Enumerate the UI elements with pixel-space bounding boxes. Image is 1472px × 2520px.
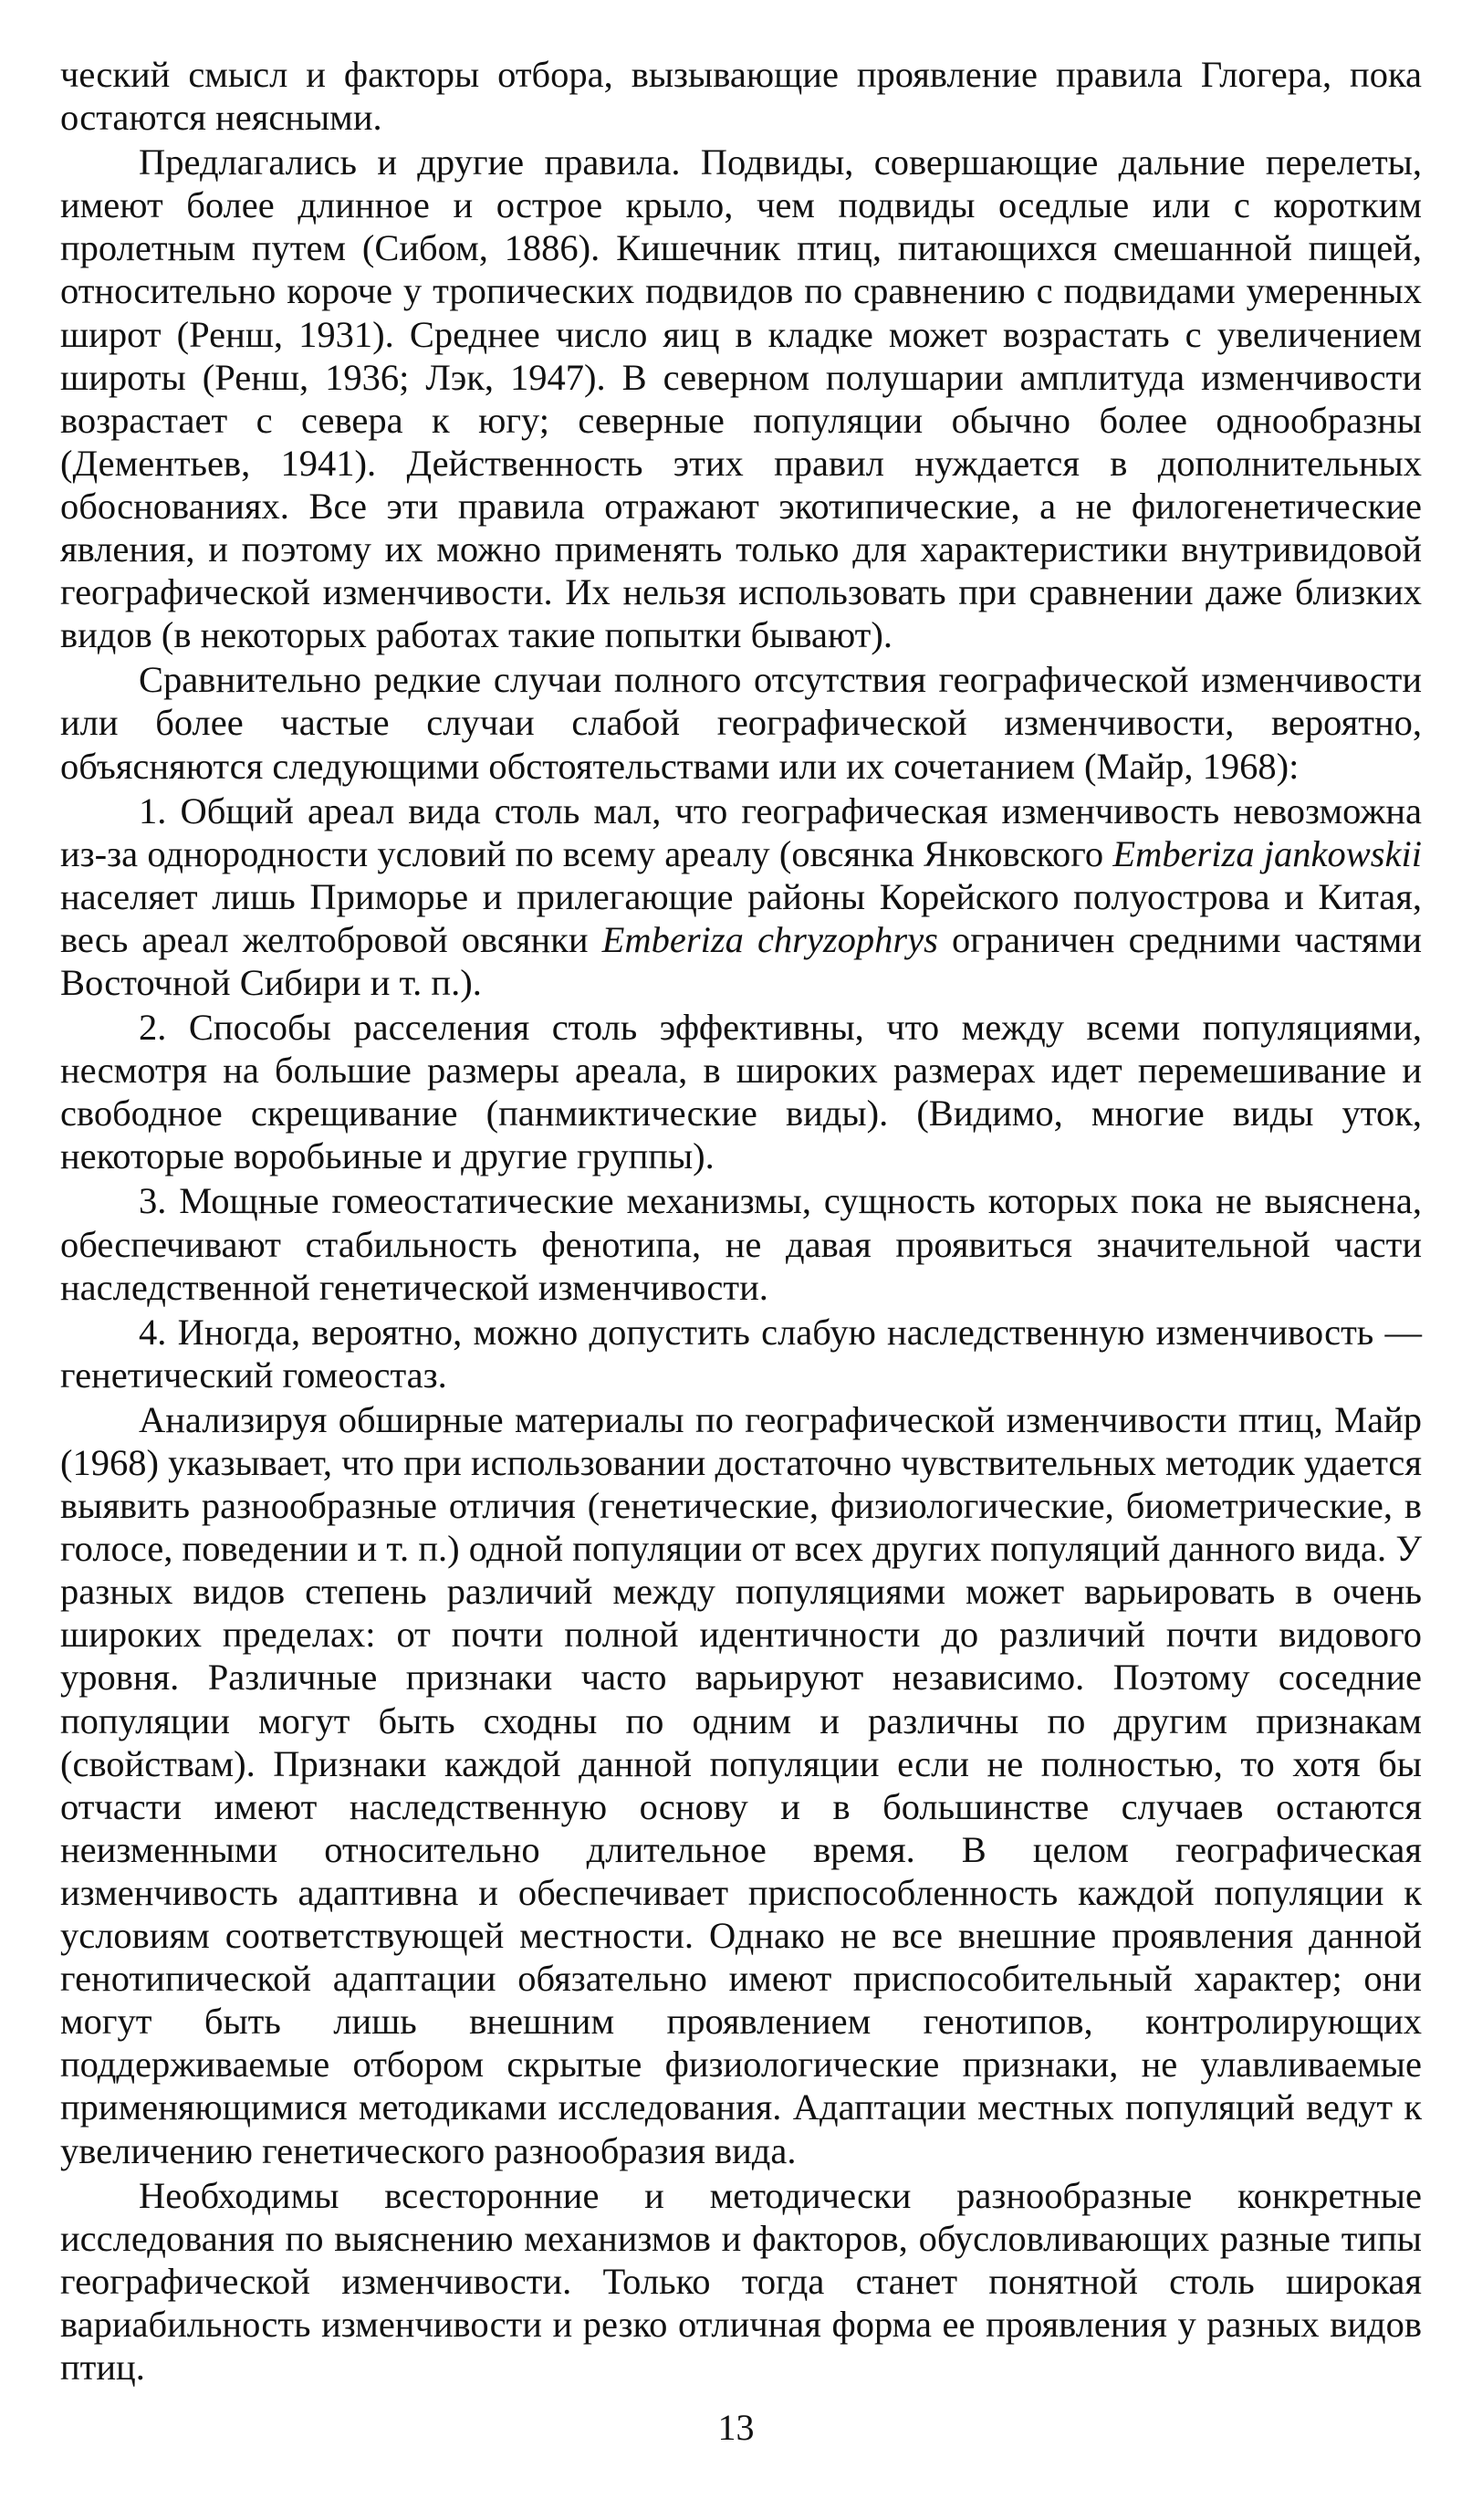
body-text xyxy=(60,53,1422,2389)
list-item-1-text-a: 1. Общий ареал вида столь мал, что географическая изменчивость невозможна из-за однородности условий по всему ареалу (овсянка Янковского xyxy=(60,789,1422,874)
list-item-2: 2. Способы расселения столь эффективны, что между всеми популяциями, несмотря на большие размеры ареала, в широких размерах идет перемешивание и свободное скрещивание (панмиктические виды). (Видимо, многие виды уток, некоторые воробьиные и другие группы). xyxy=(60,1007,1422,1177)
list-item-1 xyxy=(60,789,1422,1004)
paragraph-conclusion: Необходимы всесторонние и методически разнообразные конкретные исследования по выяснению механизмов и факторов, обусловливающих разные типы географической изменчивости. Только тогда станет понятной столь широкая вариабильность изменчивости и резко отличная форма ее проявления у разных видов птиц. xyxy=(60,2174,1422,2388)
list-item-1-text-c: ограничен средними частями Восточной Сибири и т. п.). xyxy=(60,918,1423,1003)
list-item-3: 3. Мощные гомеостатические механизмы, сущность которых пока не выяснена, обеспечивают стабильность фенотипа, не давая проявиться значительной части наследственной генетической изменчивости. xyxy=(60,1180,1422,1308)
paragraph-other-rules: Предлагались и другие правила. Подвиды, совершающие дальние перелеты, имеют более длинное и острое крыло, чем подвиды оседлые или с коротким пролетным путем (Сибом, 1886). Кишечник птиц, питающихся смешанной пищей, относительно короче у тропических подвидов по сравнению с подвидами умеренных широт (Ренш, 1931). Среднее число яиц в кладке может возрастать с увеличением широты (Ренш, 1936; Лэк, 1947). В северном полушарии амплитуда изменчивости возрастает с севера к югу; северные популяции обычно более однообразны (Дементьев, 1941). Действенность этих правил нуждается в дополнительных обоснованиях. Все эти правила отражают экотипические, а не филогенетические явления, и поэтому их можно применять только для характеристики внутривидовой географической изменчивости. Их нельзя использовать при сравнении даже близких видов (в некоторых работах такие попытки бывают). xyxy=(60,141,1422,656)
paragraph-rare-cases: Сравнительно редкие случаи полного отсутствия географической изменчивости или более частые случаи слабой географической изменчивости, вероятно, объясняются следующими обстоятельствами или их сочетанием (Майр, 1968): xyxy=(60,659,1422,787)
list-item-4: 4. Иногда, вероятно, можно допустить слабую наследственную изменчивость — генетический гомеостаз. xyxy=(60,1311,1422,1396)
paragraph-continuation: ческий смысл и факторы отбора, вызывающие проявление правила Глогера, пока остаются неясными. xyxy=(60,54,1422,139)
paragraph-mayr-analysis: Анализируя обширные материалы по географической изменчивости птиц, Майр (1968) указывает, что при использовании достаточно чувствительных методик удается выявить разнообразные отличия (генетические, физиологические, биометрические, в голосе, поведении и т. п.) одной популяции от всех других популяций данного вида. У разных видов степень различий между популяциями может варьировать в очень широких пределах: от почти полной идентичности до различий почти видового уровня. Различные признаки часто варьируют независимо. Поэтому соседние популяции могут быть сходны по одним и различны по другим признакам (свойствам). Признаки каждой данной популяции если не полностью, то хотя бы отчасти имеют наследственную основу и в большинстве случаев остаются неизменными относительно длительное время. В целом географическая изменчивость адаптивна и обеспечивает приспособленность каждой популяции к условиям соответствующей местности. Однако не все внешние проявления данной генотипической адаптации обязательно имеют приспособительный характер; они могут быть лишь внешним проявлением генотипов, контролирующих поддерживаемые отбором скрытые физиологические признаки, не улавливаемые применяющимися методиками исследования. Адаптации местных популяций ведут к увеличению генетического разнообразия вида. xyxy=(60,1398,1422,2171)
species-name-emberiza-chryzophrys: Emberiza chryzophrys xyxy=(601,918,938,960)
species-name-emberiza-jankowskii: Emberiza jankowskii xyxy=(1112,832,1422,874)
list-item-1-text-b: населяет лишь Приморье и прилегающие районы Корейского полуострова и Китая, весь ареал желтобровой овсянки xyxy=(60,875,1422,960)
page-number: 13 xyxy=(717,2407,755,2448)
